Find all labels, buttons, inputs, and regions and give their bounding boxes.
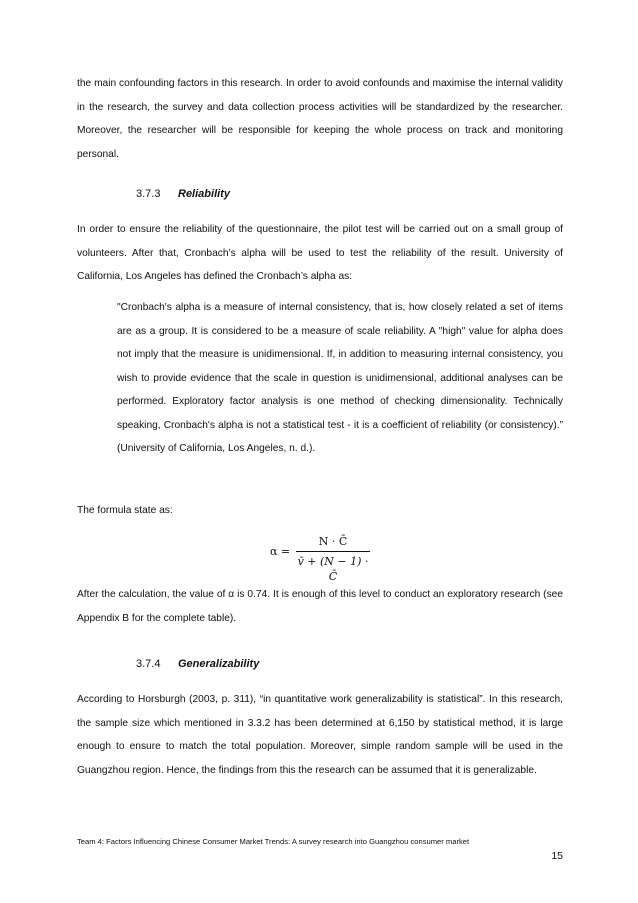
section-heading-generalizability: [136, 656, 259, 672]
page-footer: Team 4: Factors Influencing Chinese Consumer Market Trends: A survey research into Guangzhou consumer market: [77, 837, 470, 846]
formula-numerator: N · C̄: [318, 535, 348, 548]
section-title: Reliability: [178, 188, 230, 200]
section-number: 3.7.3: [136, 188, 161, 200]
reliability-paragraph: In order to ensure the reliability of the questionnaire, the pilot test will be carried out on a small group of volunteers. After that, Cronbach’s alpha will be used to test the reliability of the result. University of California, Los Angeles has defined the Cronbach’s alpha as:: [77, 224, 563, 282]
generalizability-paragraph: According to Horsburgh (2003, p. 311), “in quantitative work generalizability is statistical”. In this research, the sample size which mentioned in 3.3.2 has been determined at 6,150 by statistical method, it is large enough to ensure to match the total population. Moreover, simple random sample will be used in the Guangzhou region. Hence, the findings from this the research can be assumed that it is generalizable.: [77, 694, 563, 776]
formula-fraction: [296, 534, 370, 583]
formula-denominator: v̄ + (N − 1) · C̄: [297, 555, 369, 583]
intro-paragraph: the main confounding factors in this research. In order to avoid confounds and maximise the internal validity in the research, the survey and data collection process activities will be standardized by the researcher. Moreover, the researcher will be responsible for keeping the whole process on track and monitoring personal.: [77, 78, 563, 160]
section-number: 3.7.4: [136, 658, 161, 670]
formula-intro: The formula state as:: [77, 505, 173, 516]
formula-lhs: α =: [270, 545, 291, 558]
page-number: 15: [551, 850, 563, 862]
fraction-bar: [296, 551, 370, 552]
section-title: Generalizability: [178, 658, 260, 670]
after-calculation-paragraph: After the calculation, the value of α is 0.74. It is enough of this level to conduct an exploratory research (see Appendix B for the complete table).: [77, 589, 563, 624]
block-quote: "Cronbach's alpha is a measure of internal consistency, that is, how closely related a set of items are as a group. It is considered to be a measure of scale reliability. A "high" value for alpha does not imply that the measure is unidimensional. If, in addition to measuring internal consistency, you wish to provide evidence that the scale in question is unidimensional, additional analyses can be performed. Exploratory factor analysis is one method of checking dimensionality. Technically speaking, Cronbach's alpha is not a statistical test - it is a coefficient of reliability (or consistency).” (University of California, Los Angeles, n. d.).: [117, 302, 563, 454]
section-heading-reliability: [136, 186, 230, 202]
cronbach-alpha-formula: [270, 534, 390, 583]
